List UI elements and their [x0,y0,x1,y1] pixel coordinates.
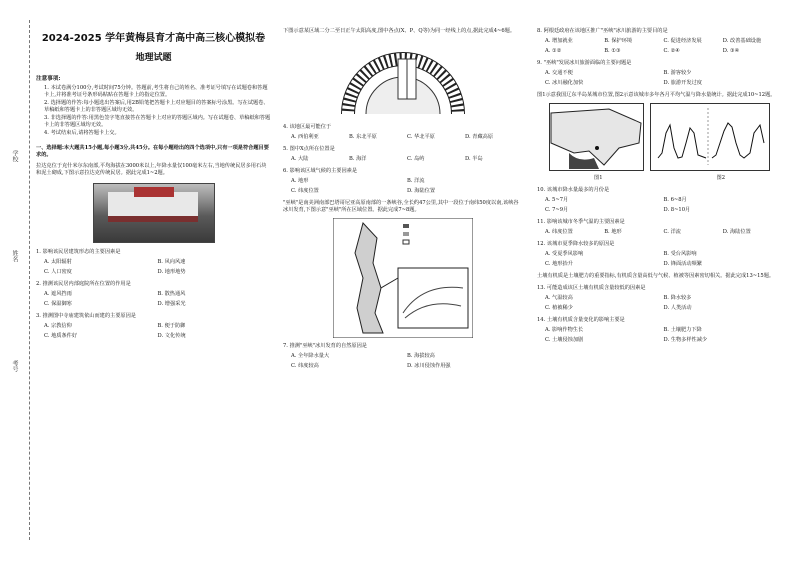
option-b[interactable]: B. 游客较少 [663,70,692,77]
question-8 [537,28,782,55]
option-d[interactable]: D. 青藏高原 [465,134,494,141]
ladakh-dwelling-photo [93,183,215,243]
option-a[interactable]: A. 地形 [291,178,309,185]
option-d[interactable]: D. 8~10月 [663,207,691,214]
question-10 [537,187,782,214]
question-stem: 10. 该城市降水量最多的月份是 [537,187,610,194]
question-stem: 14. 土壤有机质含量变化的影响主要是 [537,317,625,324]
climate-chart [650,103,770,171]
question-passage: "巫峡"是南美洲南部巴塔哥尼亚高原南部的一条峡谷,全长约47公里,其中一段位于南纬50度以南,该峡谷冰川发育,下图示意"巫峡"所在区域位置。据此完成7~8题。 [283,200,519,214]
figure-caption: 图1 [594,175,603,182]
question-stem: 6. 影响该区域气候的主要因素是 [283,168,358,175]
notes-heading: 注意事项: [36,75,61,82]
option-c[interactable]: C. 地形抬升 [545,261,573,268]
option-b[interactable]: B. 地形 [604,229,622,236]
exam-title: 2024-2025 学年黄梅县育才高中高三核心模拟卷 [41,33,266,44]
option-c[interactable]: C. 地质条件好 [44,333,78,340]
option-c[interactable]: C. 洋流 [663,229,681,236]
option-a[interactable]: A. 5~7月 [545,197,569,204]
option-d[interactable]: D. 地形地势 [157,269,186,276]
option-d[interactable]: D. 锋面活动频繁 [663,261,702,268]
question-6 [283,168,523,195]
patagonia-map [333,218,473,338]
column-1 [36,28,271,343]
question-stem: 13. 可能造成该区土壤有机质含量较低的因素是 [537,285,646,292]
option-c[interactable]: C. 7~9月 [545,207,569,214]
option-a[interactable]: A. 交通不便 [545,70,573,77]
question-stem: 3. 推测图中寺庙建筑依山而建的主要原因是 [36,313,136,320]
option-c[interactable]: C. 土壤侵蚀加剧 [545,337,584,344]
option-a[interactable]: A. 纬度位置 [545,229,573,236]
question-13 [537,285,782,312]
figure-captions [537,175,782,182]
question-3 [36,313,271,340]
question-stem: 1. 影响该民居建筑形态的主要因素是 [36,249,121,256]
option-a[interactable]: A. 太阳辐射 [44,259,72,266]
note-item: 1. 本试卷满分100分,考试时间75分钟。答题前,考生将自己的姓名、准考证号填写在试题卷和答题卡上,并将准考证号条形码粘贴在答题卡上的指定位置。 [44,85,268,99]
question-stem: 8. 阿根廷政府在该地区推广"巫峡"冰川旅游的主要目的是 [537,28,668,34]
option-b[interactable]: B. 受台风影响 [663,251,697,258]
option-a[interactable]: A. 气温较高 [545,295,573,302]
option-d[interactable]: D. 海陆位置 [722,229,751,236]
column-3 [537,28,782,346]
option-b[interactable]: B. 土壤肥力下降 [663,327,702,334]
figures-row [537,103,782,171]
question-9 [537,60,782,87]
option-b[interactable]: B. 6~8月 [663,197,687,204]
question-7 [283,343,523,370]
option-a[interactable]: A. 遮风挡雨 [44,291,72,298]
question-stem: 4. 该地区最可能位于 [283,124,332,131]
option-d[interactable]: D. 半岛 [465,156,483,163]
option-d[interactable]: D. 文化传统 [157,333,186,340]
exam-subtitle: 地理试题 [135,52,172,63]
margin-label-id: 考号 [11,360,18,372]
question-intro: 下图示意某区域二分二至日正午太阳高度,图中各点(X、P、Q等)为同一经线上的点,据此完成4~6题。 [283,28,516,34]
option-d[interactable]: D. ③④ [722,48,740,55]
question-stem: 9. "巫峡"发展冰川旅游面临的主要问题是 [537,60,632,67]
question-stem: 5. 图中X点所在位置是 [283,146,335,153]
option-d[interactable]: D. 生物多样性减少 [663,337,708,344]
option-b[interactable]: B. 东北平原 [349,134,377,141]
option-b[interactable]: B. 海洋 [349,156,367,163]
binding-margin [6,40,28,500]
question-14 [537,317,782,344]
note-item: 3. 非选择题的作答:用黑色签字笔直接答在答题卡上对应的答题区域内。写在试题卷、草稿纸和答题卡上的非答题区域均无效。 [44,115,271,129]
question-stem: 7. 推测"巫峡"冰川发育的自然原因是 [283,343,367,350]
option-b[interactable]: B. ①③ [604,48,621,55]
option-c[interactable]: C. 植被稀少 [545,305,573,312]
liaodong-map [549,103,644,171]
option-b[interactable]: B. 洋流 [407,178,425,185]
question-stem: 12. 该城市夏季降水较多的原因是 [537,241,615,248]
option-b[interactable]: B. 海拔较高 [407,353,435,360]
statement-4: D. 改善基础设施 [722,38,762,45]
option-a[interactable]: A. 受夏季风影响 [545,251,584,258]
option-a[interactable]: A. 宗教信仰 [44,323,72,330]
question-11 [537,219,782,236]
option-a[interactable]: A. 大陆 [291,156,309,163]
option-b[interactable]: B. 散热通风 [157,291,186,298]
statement-2: B. 保护环境 [604,38,633,45]
figure-caption: 图2 [716,175,725,182]
column-2 [283,28,523,372]
question-stem: 2. 推测该民居内部庭院所在位置的作用是 [36,281,131,288]
option-c[interactable]: C. ②④ [663,48,680,55]
question-passage: 土壤有机质是土壤肥力的重要指标,有机质含量高低与气候、植被等因素密切相关。据此完成13~15题。 [537,273,775,280]
question-4 [283,124,523,141]
option-c[interactable]: C. 纬度位置 [291,188,319,195]
question-5 [283,146,523,163]
option-b[interactable]: B. 降水较多 [663,295,692,302]
option-c[interactable]: C. 华北平原 [407,134,435,141]
option-c[interactable]: C. 岛屿 [407,156,425,163]
option-d[interactable]: D. 人类活动 [663,305,692,312]
margin-label-school: 学校 [11,150,18,162]
option-a[interactable]: A. ①② [545,48,562,55]
option-d[interactable]: D. 增强采光 [157,301,186,308]
margin-label-name: 姓名 [11,250,18,262]
option-a[interactable]: A. 影响作物生长 [545,327,584,334]
option-b[interactable]: B. 风向风速 [157,259,186,266]
option-a[interactable]: A. 西伯利亚 [291,134,319,141]
option-d[interactable]: D. 海陆位置 [407,188,436,195]
option-d[interactable]: D. 旅游开发过度 [663,80,702,87]
note-item: 4. 考试结束后,请将答题卡上交。 [44,130,120,137]
question-passage: 图1示意我国辽东半岛某城市位置,图2示意该城市多年各月平均气温与降水量统计。据此完成10~12题。 [537,92,776,99]
question-1 [36,249,271,276]
sun-angle-diagram [328,39,478,119]
statement-1: A. 增加就业 [545,38,573,45]
option-c[interactable]: C. 保温御寒 [44,301,72,308]
question-stem: 11. 影响该城市冬季气温的主要因素是 [537,219,625,226]
option-a[interactable]: A. 全年降水量大 [291,353,330,360]
option-d[interactable]: D. 冰川侵蚀作用强 [407,363,451,370]
question-2 [36,281,271,308]
binding-line [29,20,30,540]
question-intro: 拉达克位于克什米尔东南部,平均海拔在3000米以上,年降水量仅100毫米左右,当地传统民居多用石块和泥土砌成,下图示意拉达克传统民居。据此完成1~2题。 [36,163,267,177]
option-b[interactable]: B. 便于防御 [157,323,186,330]
option-c[interactable]: C. 纬度较高 [291,363,319,370]
option-c[interactable]: C. 冰川融化加快 [545,80,584,87]
section-heading: 一、选择题:本大题共15小题,每小题3分,共45分。在每小题给出的四个选项中,只有一项是符合题目要求的。 [36,145,269,159]
option-c[interactable]: C. 人口密度 [44,269,72,276]
note-item: 2. 选择题的作答:每小题选出答案后,用2B铅笔把答题卡上对应题目的答案标号涂黑。写在试题卷、草稿纸和答题卡上的非答题区域均无效。 [44,100,269,114]
statement-3: C. 促进经济发展 [663,38,702,45]
question-12 [537,241,782,268]
